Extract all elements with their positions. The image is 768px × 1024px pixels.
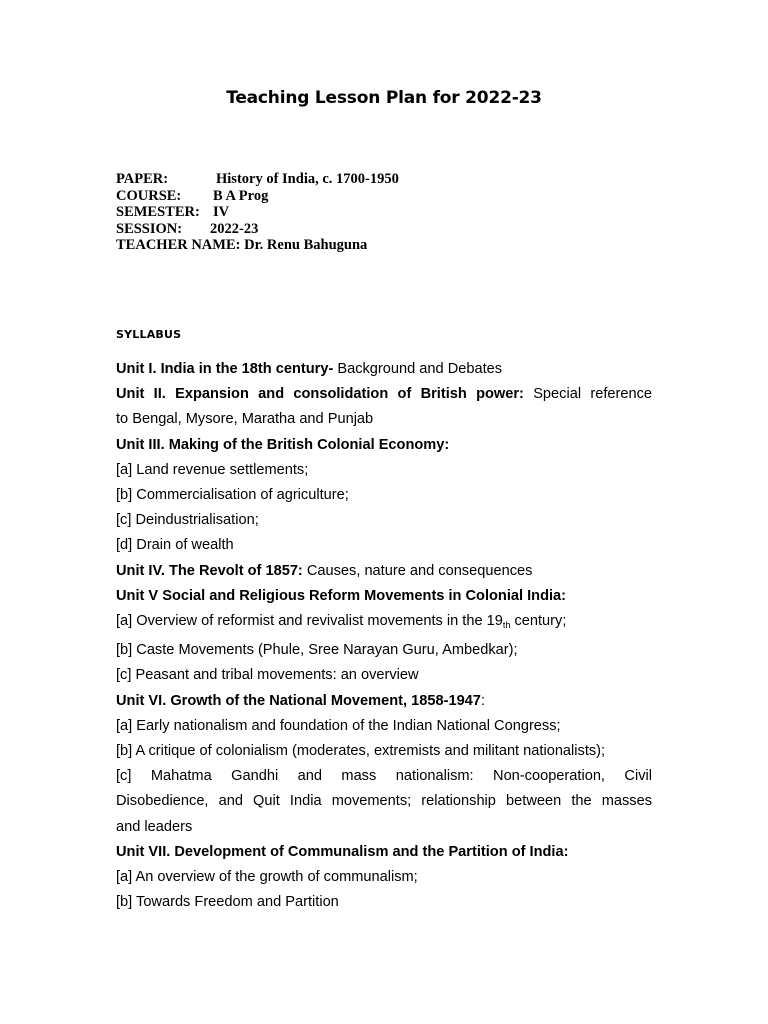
unit-4-text: Causes, nature and consequences [302,562,533,579]
semester-row [116,204,399,221]
unit-6-title: Unit VI. Growth of the National Movement, 1858-1947 [116,692,481,709]
unit-4 [116,559,652,584]
unit-3-item-a: [a] Land revenue settlements; [116,461,309,478]
unit-6-item-c-line-3: and leaders [116,818,193,835]
unit-5-item-a-subscript: th [502,620,511,631]
unit-2-title: Unit II. Expansion and consolidation of British power: [116,386,524,403]
unit-2-text: Special reference [523,386,652,403]
unit-6-item-b: [b] A critique of colonialism (moderates, extremists and militant nationalists); [116,743,606,760]
session-value: 2022-23 [210,220,259,237]
course-value: B A Prog [213,187,269,204]
document-title: Teaching Lesson Plan for 2022-23 [226,88,542,108]
unit-3-title: Unit III. Making of the British Colonial Economy: [116,436,450,453]
teacher-value: Dr. Renu Bahuguna [244,237,368,254]
unit-3-item-d: [d] Drain of wealth [116,537,234,554]
paper-row [116,171,399,188]
unit-5-item-a-text: [a] Overview of reformist and revivalist movements in the 19 [116,613,503,630]
unit-6-colon: : [480,692,485,709]
unit-1-text: Background and Debates [333,361,503,377]
teacher-label: TEACHER NAME: [116,237,241,254]
unit-6-item-c-line-2: Disobedience, and Quit India movements; relationship between the masses [116,793,652,810]
unit-5-item-a [116,609,652,638]
unit-6 [116,689,652,714]
unit-1 [116,357,652,382]
unit-3-item-c: [c] Deindustrialisation; [116,512,259,529]
unit-6-item-a: [a] Early nationalism and foundation of the Indian National Congress; [116,717,561,734]
course-label: COURSE: [116,187,182,204]
unit-4-title: Unit IV. The Revolt of 1857: [116,562,303,579]
semester-value: IV [213,204,230,221]
unit-2 [116,382,652,407]
unit-3-item-b: [b] Commercialisation of agriculture; [116,487,349,504]
teacher-row [116,237,399,254]
course-row [116,188,399,205]
unit-1-title: Unit I. India in the 18th century- [116,361,334,377]
unit-7-item-a: [a] An overview of the growth of communalism; [116,869,418,886]
syllabus-heading: SYLLABUS [116,328,182,341]
unit-6-item-c-line-1: [c] Mahatma Gandhi and mass nationalism: Non-cooperation, Civil [116,768,652,785]
unit-7-item-b: [b] Towards Freedom and Partition [116,894,339,911]
unit-5-item-a-end: century; [510,613,567,630]
paper-value: History of India, c. 1700-1950 [216,171,399,187]
unit-7-title: Unit VII. Development of Communalism and the Partition of India: [116,843,569,860]
session-label: SESSION: [116,220,183,237]
semester-label: SEMESTER: [116,204,200,221]
course-details [116,171,399,254]
syllabus-body [116,357,652,915]
session-row [116,221,399,238]
unit-5-item-c: [c] Peasant and tribal movements: an overview [116,667,419,684]
unit-5-item-b: [b] Caste Movements (Phule, Sree Narayan Guru, Ambedkar); [116,642,518,659]
unit-5-title: Unit V Social and Religious Reform Movements in Colonial India: [116,587,567,604]
unit-2-continued: to Bengal, Mysore, Maratha and Punjab [116,411,374,428]
paper-label: PAPER: [116,171,169,187]
